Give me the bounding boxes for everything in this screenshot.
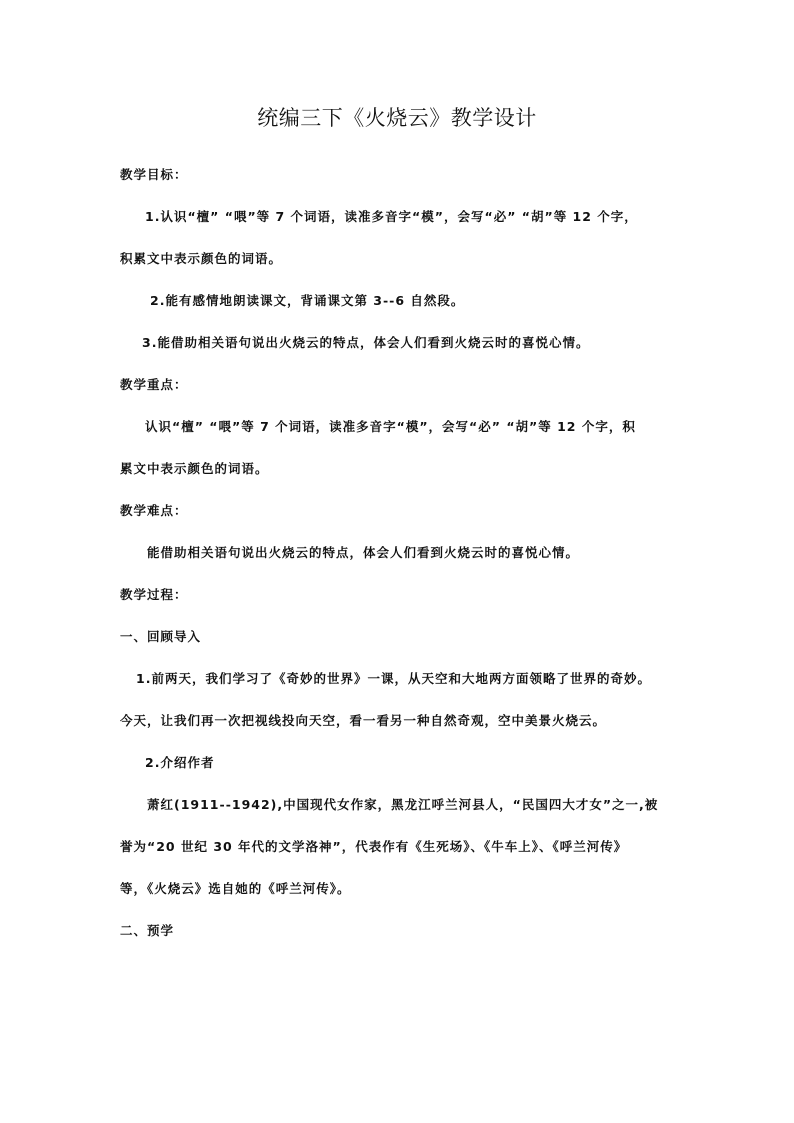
objective-3: 3.能借助相关语句说出火烧云的特点，体会人们看到火烧云时的喜悦心情。: [142, 335, 590, 350]
author-intro-line-1: 萧红(1911--1942),中国现代女作家，黑龙江呼兰河县人，“民国四大才女”之一,被: [147, 797, 659, 812]
section-1-item-1-line-2: 今天，让我们再一次把视线投向天空，看一看另一种自然奇观，空中美景火烧云。: [120, 713, 607, 728]
key-points-line-1: 认识“檀” “喂”等 7 个词语，读准多音字“模”，会写“必” “胡”等 12 个字，积: [145, 419, 636, 434]
document-title: 统编三下《火烧云》教学设计: [257, 106, 537, 130]
objective-1-line-1: 1.认识“檀” “喂”等 7 个词语，读准多音字“模”，会写“必” “胡”等 12 个字，: [145, 209, 638, 224]
key-points-heading: 教学重点：: [120, 377, 188, 392]
section-1-heading: 一、回顾导入: [120, 629, 202, 644]
objective-2: 2.能有感情地朗读课文，背诵课文第 3--6 自然段。: [150, 293, 465, 308]
difficulty-text: 能借助相关语句说出火烧云的特点，体会人们看到火烧云时的喜悦心情。: [147, 545, 580, 560]
author-intro-line-3: 等，《火烧云》选自她的《呼兰河传》。: [120, 881, 351, 896]
objectives-heading: 教学目标：: [120, 167, 188, 182]
author-intro-line-2: 誉为“20 世纪 30 年代的文学洛神”，代表作有《生死场》、《牛车上》、《呼兰河传》: [120, 839, 628, 854]
process-heading: 教学过程：: [120, 587, 188, 602]
section-2-heading: 二、预学: [120, 923, 175, 938]
section-1-item-1-line-1: 1.前两天，我们学习了《奇妙的世界》一课，从天空和大地两方面领略了世界的奇妙。: [136, 671, 651, 686]
key-points-line-2: 累文中表示颜色的词语。: [120, 461, 269, 476]
objective-1-line-2: 积累文中表示颜色的词语。: [120, 251, 283, 266]
section-1-item-2: 2.介绍作者: [145, 755, 215, 770]
difficulty-heading: 教学难点：: [120, 503, 188, 518]
